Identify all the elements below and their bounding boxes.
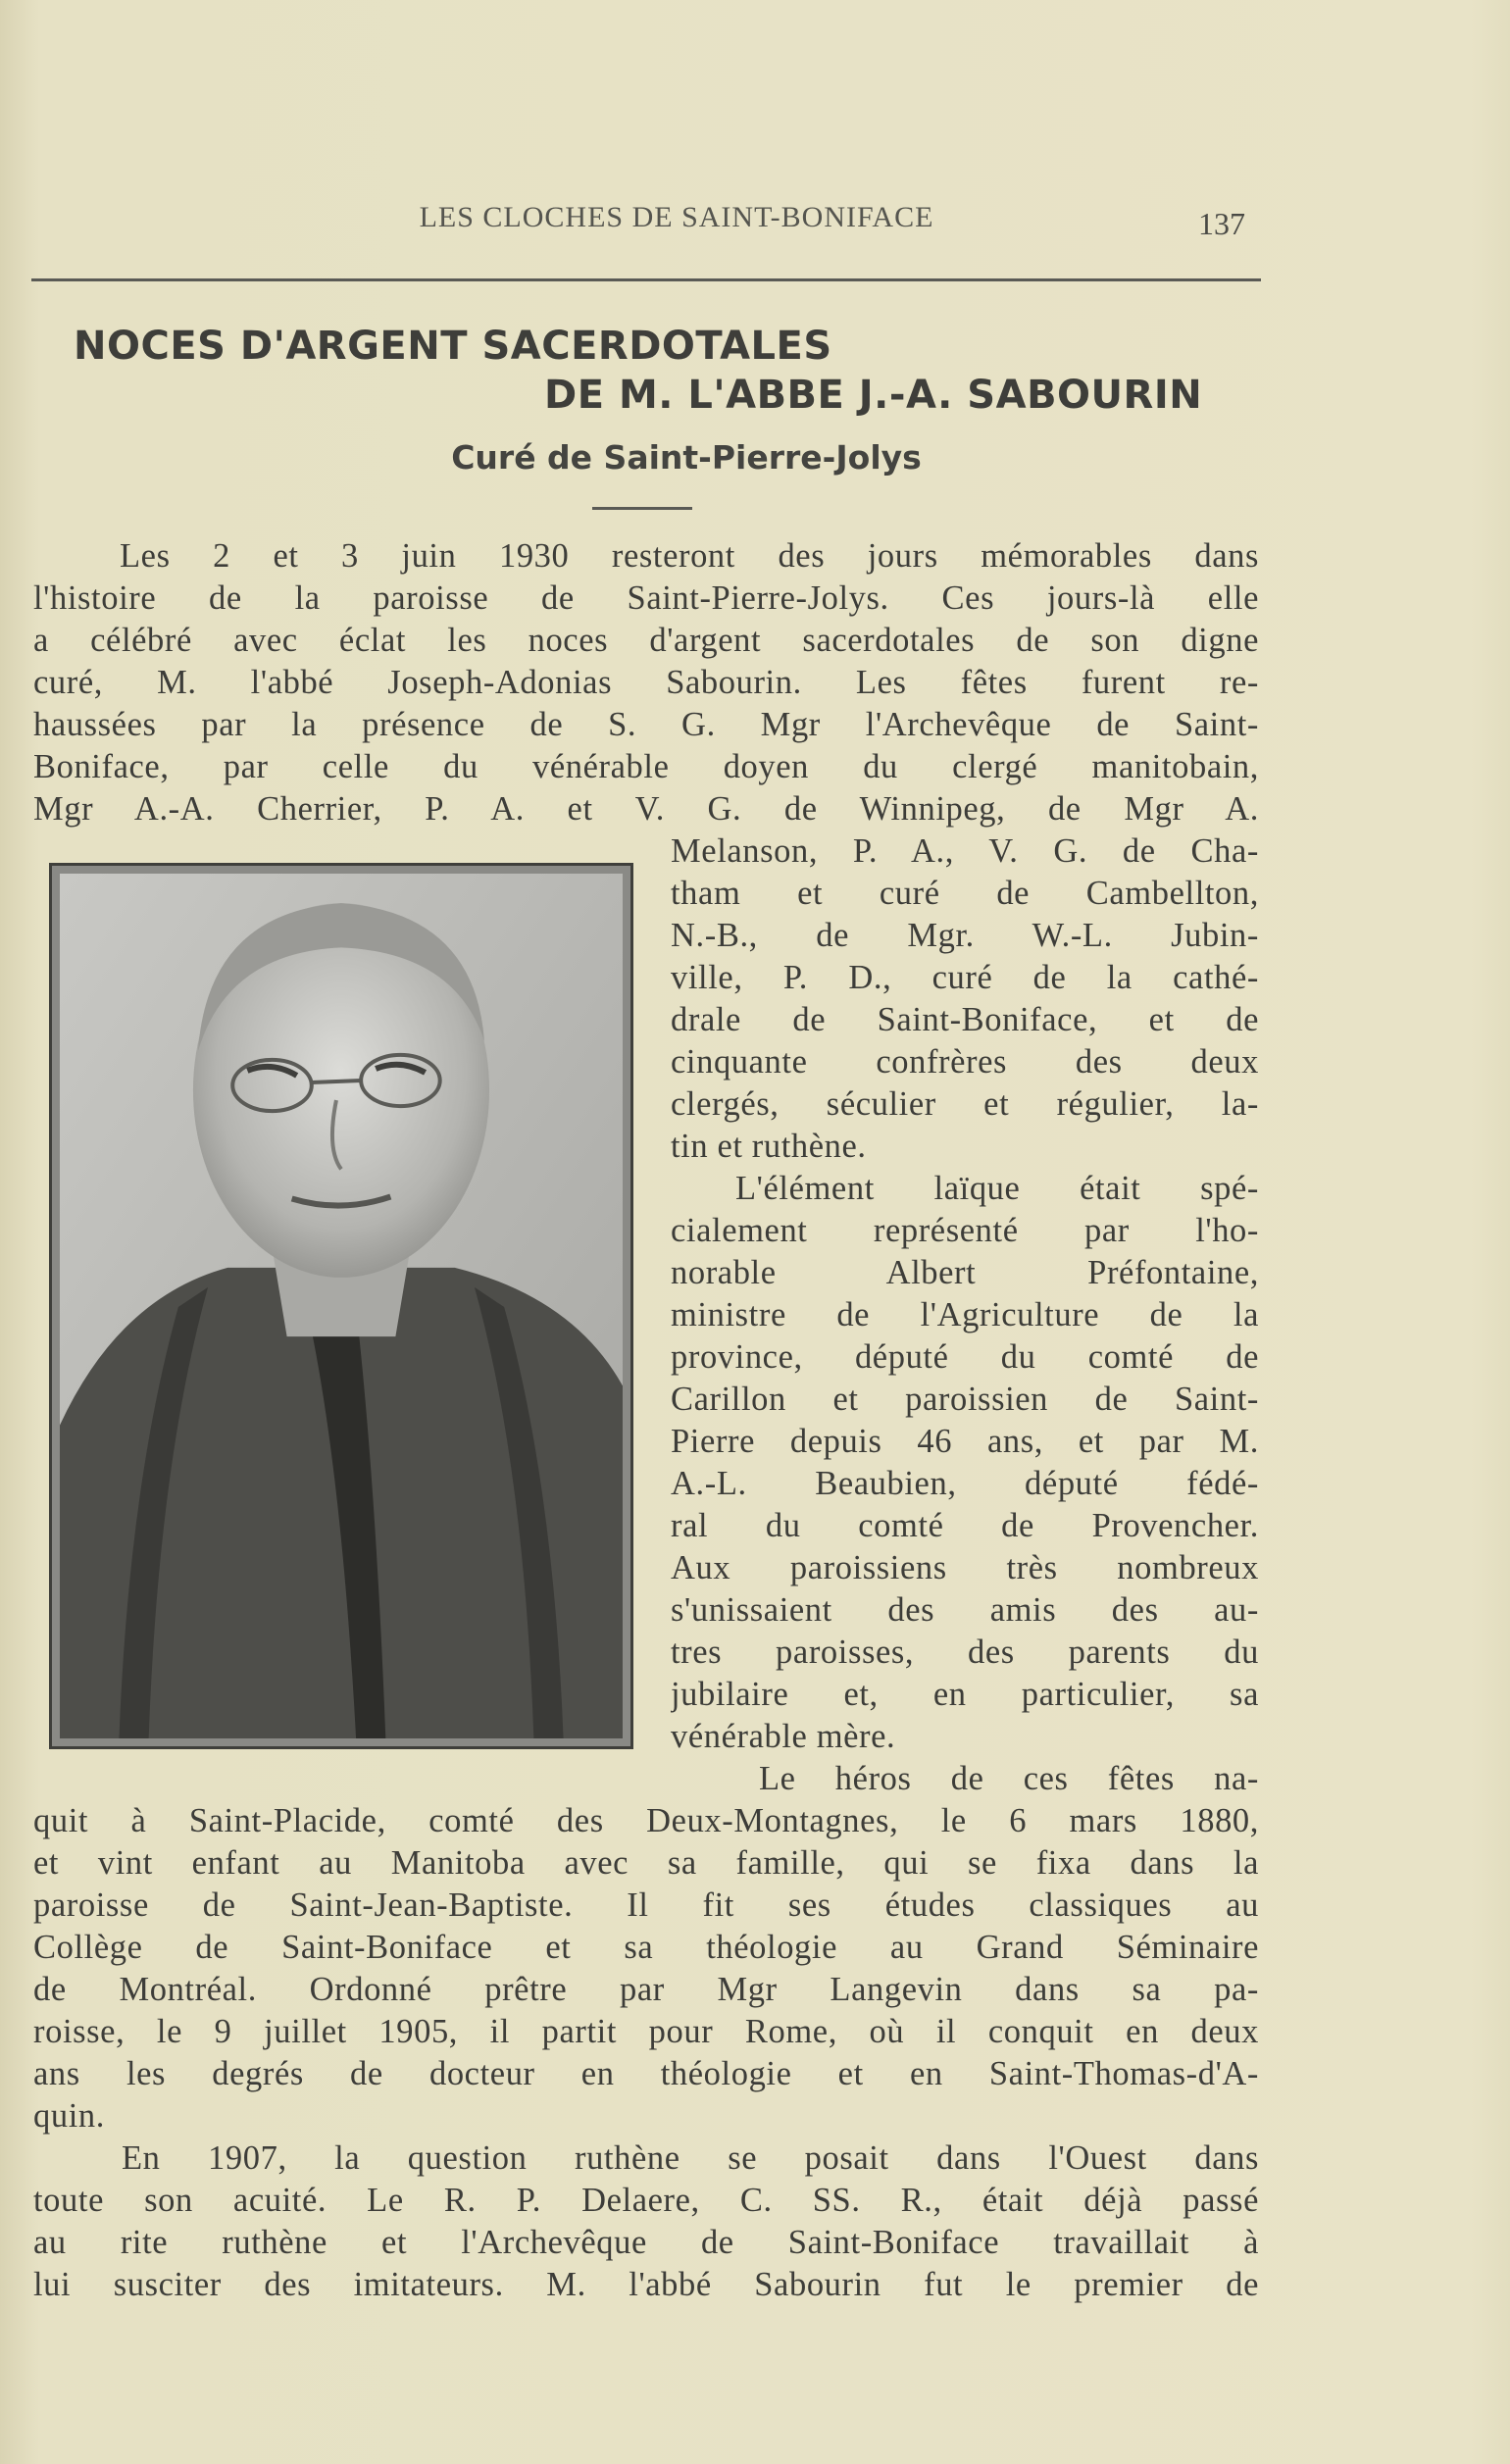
paragraph-line: Collège de Saint-Boniface et sa théologie au Grand Séminaire [33,1929,1259,1966]
paragraph-line: ral du comté de Provencher. [671,1507,1259,1544]
paragraph-line: ministre de l'Agriculture de la [671,1296,1259,1333]
paragraph-line: Mgr A.-A. Cherrier, P. A. et V. G. de Winnipeg, de Mgr A. [33,790,1259,828]
paragraph-line: toute son acuité. Le R. P. Delaere, C. SS. R., était déjà passé [33,2182,1259,2219]
paragraph-line: tin et ruthène. [671,1128,867,1165]
paragraph-line: Pierre depuis 46 ans, et par M. [671,1423,1259,1460]
paragraph-line: lui susciter des imitateurs. M. l'abbé Sabourin fut le premier de [33,2266,1259,2303]
paragraph-line: s'unissaient des amis des au- [671,1591,1259,1629]
paragraph-line: clergés, séculier et régulier, la- [671,1085,1259,1123]
paragraph-line: A.-L. Beaubien, député fédé- [671,1465,1259,1502]
paragraph-line: Melanson, P. A., V. G. de Cha- [671,832,1259,870]
paragraph-line: cialement représenté par l'ho- [671,1212,1259,1249]
paragraph-line: haussées par la présence de S. G. Mgr l'Archevêque de Saint- [33,706,1259,743]
paragraph-line: En 1907, la question ruthène se posait dans l'Ouest dans [122,2139,1259,2177]
paragraph-line: Carillon et paroissien de Saint- [671,1381,1259,1418]
article-title-line-1: NOCES D'ARGENT SACERDOTALES [74,324,832,369]
paragraph-line: province, député du comté de [671,1338,1259,1376]
paragraph-line: Aux paroissiens très nombreux [671,1549,1259,1586]
paragraph-line: a célébré avec éclat les noces d'argent sacerdotales de son digne [33,622,1259,659]
paragraph-line: jubilaire et, en particulier, sa [671,1676,1259,1713]
paragraph-line: et vint enfant au Manitoba avec sa famille, qui se fixa dans la [33,1844,1259,1882]
paragraph-line: paroisse de Saint-Jean-Baptiste. Il fit ses études classiques au [33,1886,1259,1924]
header-rule [31,278,1261,281]
paragraph-line: Boniface, par celle du vénérable doyen du clergé manitobain, [33,748,1259,785]
paragraph-line: cinquante confrères des deux [671,1043,1259,1081]
article-subtitle: Curé de Saint-Pierre-Jolys [451,438,922,477]
paragraph-line: tres paroisses, des parents du [671,1634,1259,1671]
paragraph-line: l'histoire de la paroisse de Saint-Pierre-Jolys. Ces jours-là elle [33,579,1259,617]
article-title-line-2: DE M. L'ABBE J.-A. SABOURIN [544,373,1203,418]
portrait-photograph-icon [60,874,623,1738]
paragraph-line: de Montréal. Ordonné prêtre par Mgr Langevin dans sa pa- [33,1971,1259,2008]
page-number: 137 [1198,206,1245,241]
paragraph-line: N.-B., de Mgr. W.-L. Jubin- [671,917,1259,954]
paragraph-line: curé, M. l'abbé Joseph-Adonias Sabourin. Les fêtes furent re- [33,664,1259,701]
paragraph-line: roisse, le 9 juillet 1905, il partit pour Rome, où il conquit en deux [33,2013,1259,2050]
paragraph-line: drale de Saint-Boniface, et de [671,1001,1259,1038]
paragraph-line: vénérable mère. [671,1718,896,1755]
paragraph-line: ville, P. D., curé de la cathé- [671,959,1259,996]
paragraph-line: norable Albert Préfontaine, [671,1254,1259,1291]
title-rule [592,507,692,510]
portrait-photo [49,863,633,1749]
paragraph-line: au rite ruthène et l'Archevêque de Saint-Boniface travaillait à [33,2224,1259,2261]
paragraph-line: L'élément laïque était spé- [735,1170,1259,1207]
paragraph-line: quin. [33,2097,105,2135]
paragraph-line: Les 2 et 3 juin 1930 resteront des jours mémorables dans [120,537,1259,575]
paragraph-line: Le héros de ces fêtes na- [759,1760,1259,1797]
paragraph-line: ans les degrés de docteur en théologie et en Saint-Thomas-d'A- [33,2055,1259,2092]
paragraph-line: tham et curé de Cambellton, [671,875,1259,912]
paragraph-line: quit à Saint-Placide, comté des Deux-Montagnes, le 6 mars 1880, [33,1802,1259,1839]
running-head: LES CLOCHES DE SAINT-BONIFACE [419,201,934,233]
